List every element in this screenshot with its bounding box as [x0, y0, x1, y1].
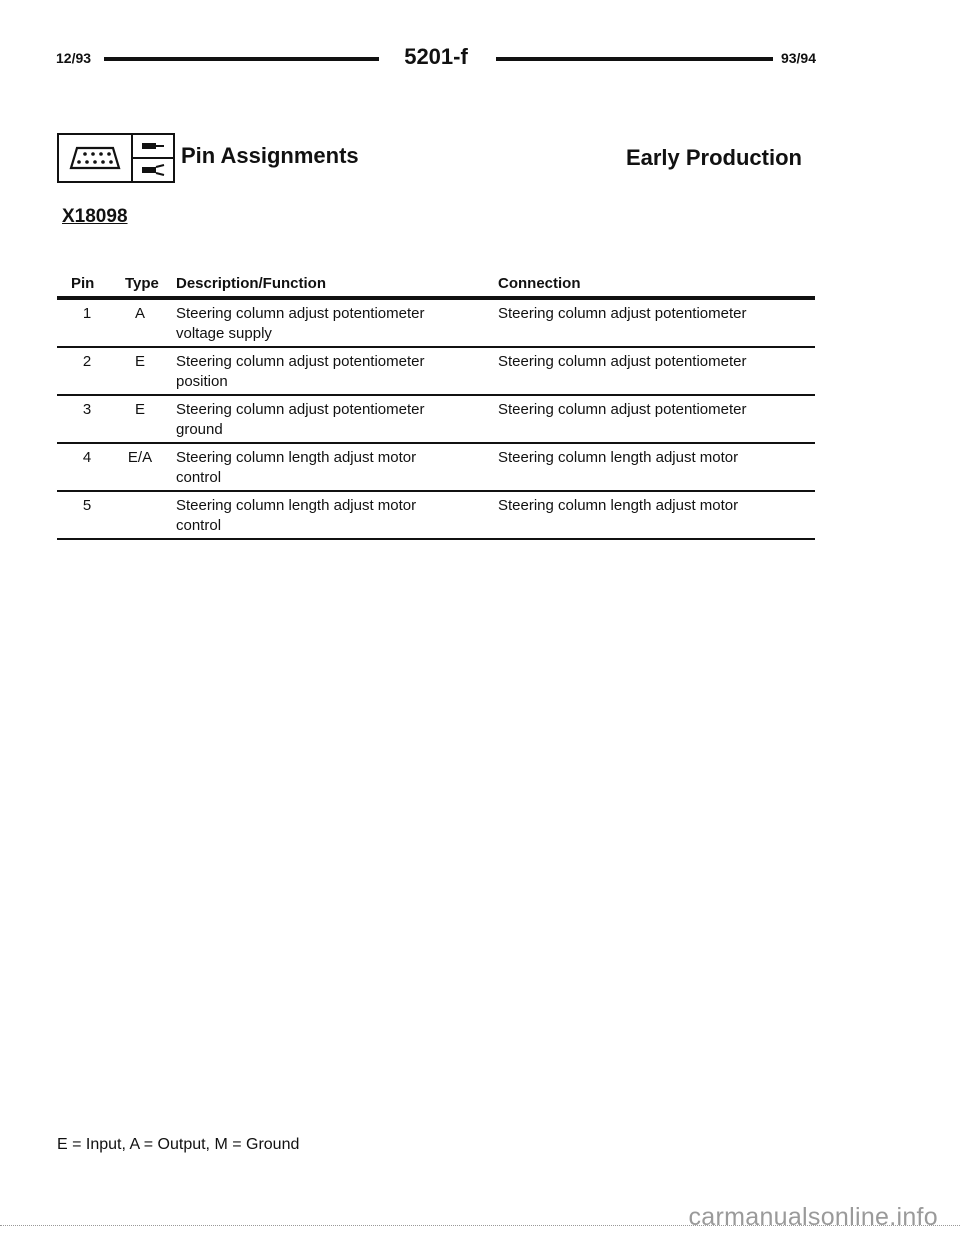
table-row: [57, 300, 815, 346]
column-header-description: Description/Function: [176, 275, 326, 292]
column-header-connection: Connection: [498, 275, 581, 292]
column-header-type: Type: [125, 275, 159, 292]
header-rule-right: [496, 57, 773, 61]
cell-pin: 1: [82, 305, 92, 322]
cell-type: E: [134, 401, 145, 418]
cell-description: Steering column length adjust motor control: [176, 449, 417, 486]
table-header: [57, 272, 815, 296]
cell-description: Steering column adjust potentiometer ground: [176, 401, 425, 438]
pin-assignment-table: [57, 272, 815, 540]
cell-pin: 4: [82, 449, 92, 466]
cell-pin: 3: [82, 401, 92, 418]
table-row: [57, 492, 815, 538]
table-bottom-rule: [57, 538, 815, 540]
cell-connection: Steering column adjust potentiometer: [498, 401, 747, 418]
cell-description: Steering column adjust potentiometer voltage supply: [176, 305, 425, 342]
section-title-row: [57, 133, 817, 187]
cell-description: Steering column adjust potentiometer position: [176, 353, 425, 390]
header-date-left: 12/93: [56, 50, 92, 66]
connector-plug-icon: [59, 135, 133, 181]
connector-icon-box: [57, 133, 175, 183]
cell-type: E: [134, 353, 145, 370]
cell-connection: Steering column adjust potentiometer: [498, 353, 747, 370]
header-rule-left: [104, 57, 379, 61]
type-legend: E = Input, A = Output, M = Ground: [57, 1136, 300, 1153]
table-row: [57, 396, 815, 442]
cell-description: Steering column length adjust motor control: [176, 497, 417, 534]
page-header: [56, 44, 816, 71]
cell-type: A: [134, 305, 145, 322]
cell-connection: Steering column length adjust motor: [498, 449, 739, 466]
page-title: Pin Assignments: [181, 143, 359, 168]
connector-id: X18098: [62, 206, 128, 227]
cell-connection: Steering column adjust potentiometer: [498, 305, 747, 322]
table-row: [57, 444, 815, 490]
source-watermark[interactable]: carmanualsonline.info: [688, 1203, 938, 1231]
cell-connection: Steering column length adjust motor: [498, 497, 739, 514]
female-pin-icon: [133, 157, 173, 181]
cell-pin: 2: [82, 353, 92, 370]
male-pin-icon: [133, 135, 173, 157]
table-row: [57, 348, 815, 394]
production-variant-label: Early Production: [625, 145, 802, 170]
document-number: 5201-f: [390, 44, 482, 70]
column-header-pin: Pin: [71, 275, 95, 292]
cell-pin: 5: [82, 497, 92, 514]
cell-type: E/A: [127, 449, 153, 466]
header-date-right: 93/94: [780, 50, 816, 66]
